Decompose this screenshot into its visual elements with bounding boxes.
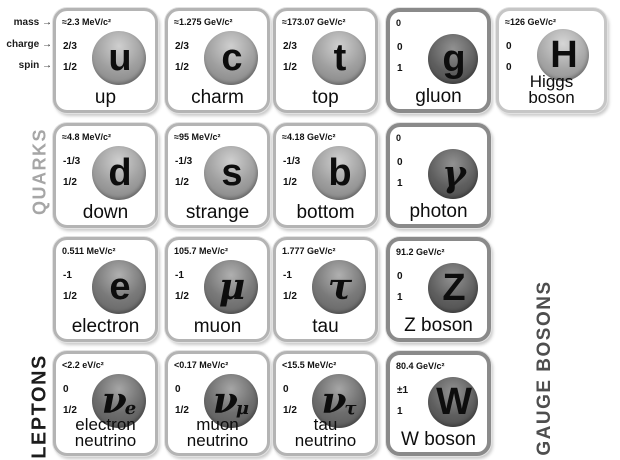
particle-symbol: H (550, 34, 578, 76)
charge-label: charge (6, 39, 40, 50)
particle-mass: ≈95 MeV/c² (174, 132, 221, 142)
particle-charge: 0 (397, 271, 403, 282)
particle-mass: <2.2 eV/c² (62, 360, 104, 370)
particle-card-photon (386, 123, 491, 228)
particle-spin: 1/2 (63, 62, 77, 73)
particle-spin: 1 (397, 292, 403, 303)
particle-name: Z boson (404, 314, 473, 336)
particle-symbol-circle (92, 260, 146, 314)
particle-symbol: γ (442, 153, 466, 195)
spin-label: spin (18, 60, 40, 71)
particle-symbol-circle (92, 31, 146, 85)
particle-name: electron (71, 315, 140, 337)
particle-symbol-circle (428, 34, 478, 84)
particle-spin: 1/2 (283, 291, 297, 302)
quarks-group-label: QUARKS (29, 128, 50, 216)
particle-symbol-circle (428, 263, 478, 313)
particle-mass: ≈4.18 GeV/c² (282, 132, 336, 142)
particle-mass: 105.7 MeV/c² (174, 246, 229, 256)
particle-card-electron-neutrino (53, 351, 158, 456)
particle-name: tau (312, 315, 339, 337)
particle-name: up (94, 86, 117, 108)
particle-symbol-circle (312, 146, 366, 200)
particle-spin: 1 (397, 63, 403, 74)
particle-symbol: ν (212, 380, 238, 422)
particle-spin: 1/2 (175, 177, 189, 188)
particle-symbol-circle (204, 260, 258, 314)
particle-charge: -1 (63, 270, 72, 281)
particle-mass: 1.777 GeV/c² (282, 246, 336, 256)
particle-symbol-circle (312, 31, 366, 85)
particle-charge: 2/3 (63, 41, 77, 52)
particle-card-electron (53, 237, 158, 342)
particle-card-higgs-boson (496, 8, 607, 113)
leptons-group-label: LEPTONS (28, 354, 51, 459)
particle-symbol-circle (92, 146, 146, 200)
particle-card-gluon (386, 8, 491, 113)
particle-symbol-circle (312, 260, 366, 314)
particle-symbol: Z (442, 267, 466, 309)
particle-card-charm (165, 8, 270, 113)
particle-card-up (53, 8, 158, 113)
particle-symbol-subscript: e (124, 398, 137, 419)
particle-mass: 0 (396, 18, 402, 28)
gauge-bosons-group-label: GAUGE BOSONS (534, 280, 555, 456)
particle-symbol: b (328, 152, 352, 194)
particle-card-z-boson (386, 237, 491, 342)
particle-mass: ≈2.3 MeV/c² (62, 17, 111, 27)
particle-symbol-subscript: μ (235, 398, 250, 419)
particle-symbol: e (109, 266, 131, 308)
particle-symbol: W (436, 381, 472, 423)
particle-symbol-circle (204, 31, 258, 85)
particle-spin: 1/2 (175, 291, 189, 302)
particle-mass: ≈4.8 MeV/c² (62, 132, 111, 142)
particle-symbol: u (108, 37, 132, 79)
particle-card-tau-neutrino (273, 351, 378, 456)
particle-charge: -1/3 (63, 156, 81, 167)
particle-name: W boson (401, 428, 476, 450)
particle-symbol: s (221, 152, 243, 194)
particle-card-w-boson (386, 351, 491, 456)
particle-symbol-subscript: τ (344, 398, 357, 419)
particle-name: muon neutrino (186, 414, 249, 450)
particle-card-muon-neutrino (165, 351, 270, 456)
particle-charge: ±1 (397, 385, 409, 396)
particle-charge: -1/3 (283, 156, 301, 167)
particle-name: bottom (296, 201, 355, 223)
mass-pointer-label (0, 17, 52, 28)
particle-name: photon (409, 200, 468, 222)
particle-mass: 0.511 MeV/c² (62, 246, 116, 256)
particle-mass: <0.17 MeV/c² (174, 360, 229, 370)
particle-mass: 91.2 GeV/c² (396, 247, 445, 257)
particle-spin: 1/2 (283, 177, 297, 188)
particle-spin: 1/2 (283, 62, 297, 73)
particle-card-bottom (273, 123, 378, 228)
particle-mass: <15.5 MeV/c² (282, 360, 337, 370)
particle-card-muon (165, 237, 270, 342)
particle-spin: 1/2 (63, 291, 77, 302)
particle-symbol: t (333, 37, 347, 79)
particle-charge: 0 (397, 42, 403, 53)
particle-name: muon (193, 315, 242, 337)
particle-spin: 1 (397, 406, 403, 417)
particle-charge: 0 (175, 384, 181, 395)
particle-name: electron neutrino (74, 414, 137, 450)
right-arrow-icon: → (42, 39, 52, 50)
particle-spin: 1 (397, 178, 403, 189)
spin-pointer-label (0, 60, 52, 71)
particle-charge: -1/3 (175, 156, 193, 167)
particle-symbol: c (221, 37, 243, 79)
particle-symbol: ν (321, 380, 347, 422)
particle-name: top (312, 86, 339, 108)
particle-spin: 1/2 (175, 62, 189, 73)
particle-charge: 2/3 (283, 41, 297, 52)
particle-name: strange (185, 201, 250, 223)
particle-spin: 1/2 (175, 405, 189, 416)
right-arrow-icon: → (42, 60, 52, 71)
particle-symbol-circle (428, 377, 478, 427)
particle-mass: 0 (396, 133, 402, 143)
particle-spin: 1/2 (63, 177, 77, 188)
particle-mass: ≈126 GeV/c² (505, 17, 556, 27)
mass-label: mass (13, 17, 40, 28)
particle-card-tau (273, 237, 378, 342)
particle-mass: 80.4 GeV/c² (396, 361, 445, 371)
particle-spin: 0 (506, 62, 512, 73)
particle-mass: ≈173.07 GeV/c² (282, 17, 346, 27)
particle-symbol: τ (327, 266, 353, 308)
particle-charge: 0 (63, 384, 69, 395)
particle-charge: 0 (397, 157, 403, 168)
particle-charge: 0 (506, 41, 512, 52)
particle-symbol: ν (101, 380, 127, 422)
particle-name: charm (191, 86, 244, 108)
particle-symbol-circle (428, 149, 478, 199)
particle-name: gluon (415, 85, 462, 107)
particle-charge: -1 (175, 270, 184, 281)
particle-name: Higgs boson (528, 71, 575, 107)
particle-charge: 0 (283, 384, 289, 395)
particle-symbol: d (108, 152, 132, 194)
particle-card-strange (165, 123, 270, 228)
particle-spin: 1/2 (63, 405, 77, 416)
particle-spin: 1/2 (283, 405, 297, 416)
charge-pointer-label (0, 39, 52, 50)
particle-charge: -1 (283, 270, 292, 281)
right-arrow-icon: → (42, 17, 52, 28)
particle-name: tau neutrino (294, 414, 357, 450)
particle-mass: ≈1.275 GeV/c² (174, 17, 233, 27)
particle-card-down (53, 123, 158, 228)
particle-symbol: g (442, 38, 466, 80)
particle-charge: 2/3 (175, 41, 189, 52)
particle-card-top (273, 8, 378, 113)
particle-symbol: μ (218, 266, 246, 308)
particle-symbol-circle (204, 146, 258, 200)
particle-name: down (82, 201, 129, 223)
